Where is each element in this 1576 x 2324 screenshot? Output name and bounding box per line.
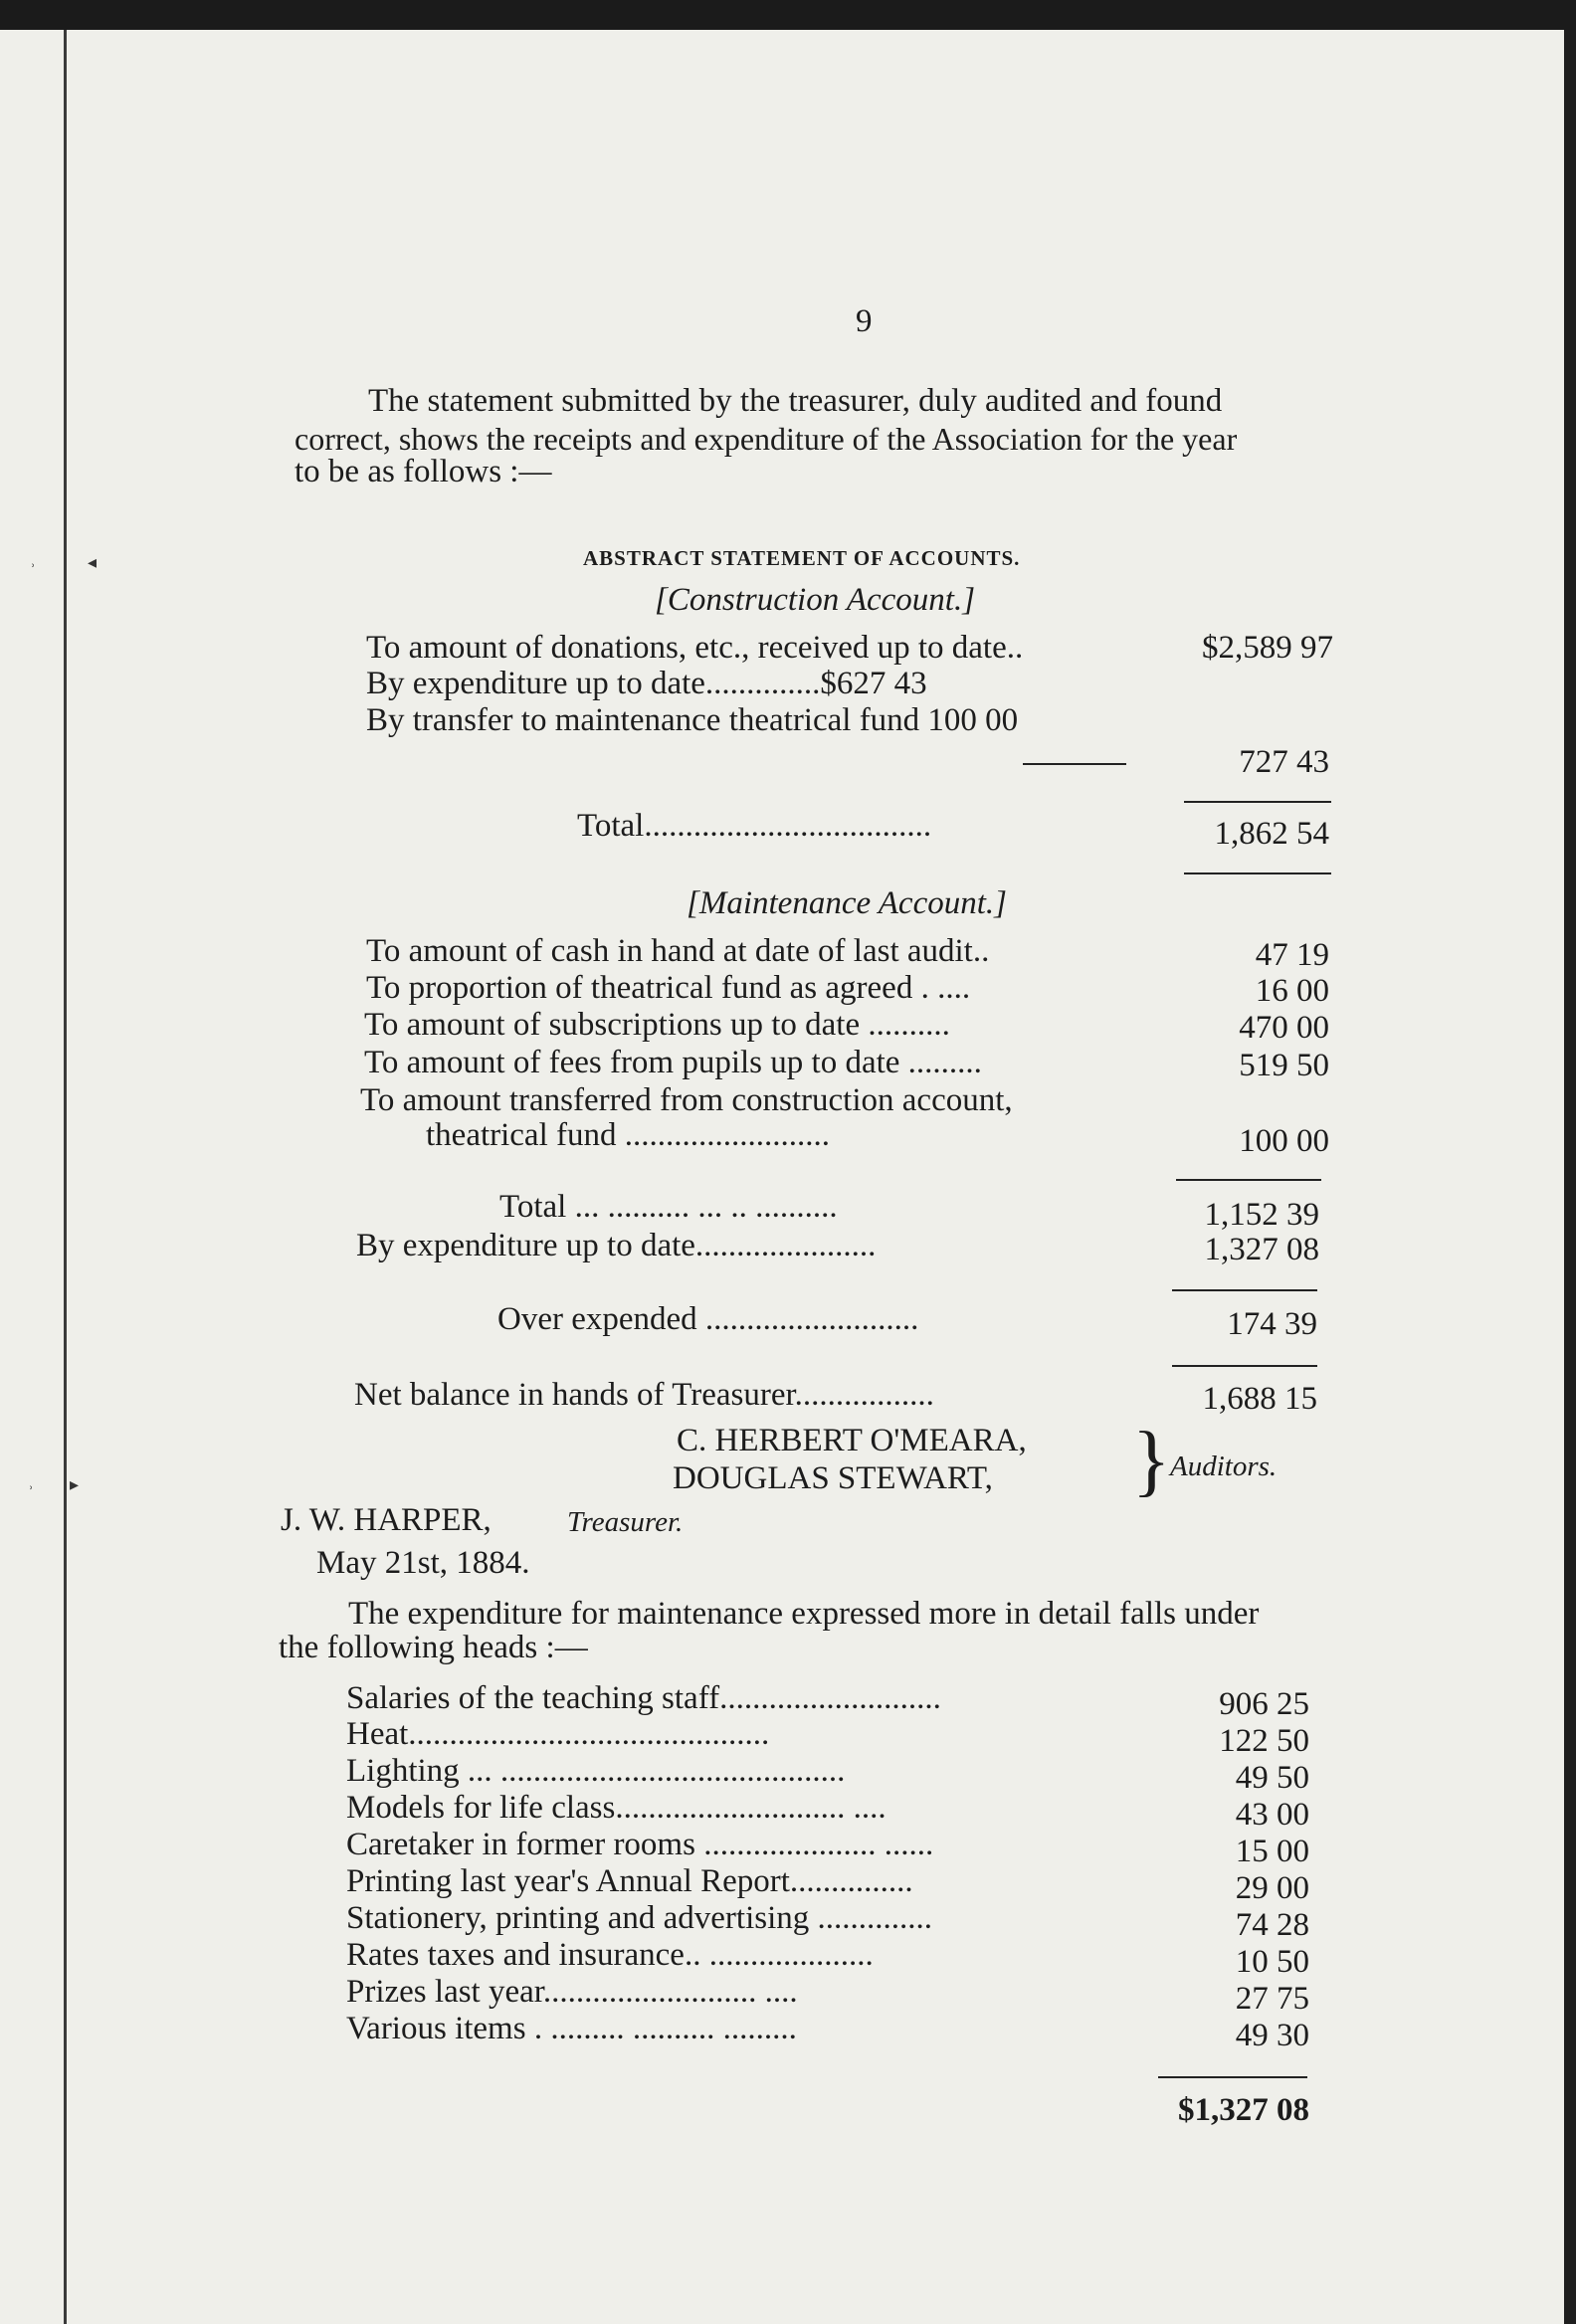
detail-row-label: Rates taxes and insurance.. .................... [346,1937,874,1973]
total-double-rule [1184,872,1331,874]
detail-total: $1,327 08 [1178,2092,1309,2128]
intro-line: to be as follows :— [295,454,552,489]
detail-row-value: 122 50 [1219,1723,1309,1759]
maintenance-expenditure-value: 1,327 08 [1204,1232,1319,1267]
construction-total-value: 1,862 54 [1214,816,1329,852]
detail-row-label: Stationery, printing and advertising .............. [346,1900,933,1936]
maintenance-total-value: 1,152 39 [1204,1197,1319,1233]
auditors-brace: } [1132,1417,1171,1504]
maintenance-heading: [Maintenance Account.] [687,885,1007,921]
treasurer-name: J. W. HARPER, [281,1502,492,1538]
page-number: 9 [856,303,873,339]
scan-right-border [1564,30,1576,2324]
detail-row-value: 43 00 [1235,1797,1309,1833]
abstract-heading: ABSTRACT STATEMENT OF ACCOUNTS. [583,546,1021,570]
margin-mark: ˒ [30,552,36,572]
maintenance-transfer-label-cont: theatrical fund ......................... [426,1117,830,1153]
maintenance-total-label: Total ... .......... ... .. .......... [499,1189,838,1225]
detail-row-label: Caretaker in former rooms ..................... ...... [346,1827,934,1862]
maintenance-row-label: To amount of subscriptions up to date .......... [364,1007,950,1043]
treasurer-role: Treasurer. [567,1506,684,1538]
detail-row-value: 49 50 [1235,1760,1309,1796]
detail-row-value: 27 75 [1235,1981,1309,2017]
net-rule [1172,1365,1317,1367]
detail-intro-line: The expenditure for maintenance expressed more in detail falls under [348,1596,1260,1632]
detail-row-value: 10 50 [1235,1944,1309,1980]
maintenance-transfer-value: 100 00 [1239,1123,1329,1159]
auditors-role: Auditors. [1170,1451,1278,1482]
maintenance-expenditure-label: By expenditure up to date...................... [356,1228,877,1263]
total-rule [1184,801,1331,803]
detail-row-label: Printing last year's Annual Report............... [346,1863,913,1899]
auditor-name: DOUGLAS STEWART, [673,1460,993,1496]
intro-line: correct, shows the receipts and expenditure of the Association for the year [295,421,1238,457]
margin-mark: ▸ [70,1474,80,1494]
maintenance-row-value: 519 50 [1239,1048,1329,1083]
net-balance-value: 1,688 15 [1202,1381,1317,1417]
report-date: May 21st, 1884. [316,1545,530,1581]
detail-row-value: 29 00 [1235,1870,1309,1906]
maintenance-total-rule [1176,1179,1321,1181]
over-rule [1172,1289,1317,1291]
detail-row-label: Various items . ......... .......... ......... [346,2011,797,2046]
intro-line: The statement submitted by the treasurer, duly audited and found [368,383,1223,419]
detail-row-label: Salaries of the teaching staff........................... [346,1680,941,1716]
margin-mark: ˒ [28,1474,34,1494]
construction-transfer-label: By transfer to maintenance theatrical fund 100 00 [366,702,1019,738]
donations-value: $2,589 97 [1202,630,1333,666]
construction-total-label: Total................................... [577,808,932,844]
auditor-name: C. HERBERT O'MEARA, [677,1423,1027,1458]
maintenance-row-value: 16 00 [1255,973,1329,1009]
detail-row-label: Heat............................................ [346,1716,770,1752]
over-expended-value: 174 39 [1227,1306,1317,1342]
detail-row-value: 74 28 [1235,1907,1309,1943]
detail-row-value: 906 25 [1219,1686,1309,1722]
maintenance-row-label: To amount of cash in hand at date of last audit.. [366,933,990,969]
donations-label: To amount of donations, etc., received up to date.. [366,630,1024,666]
maintenance-row-label: To amount of fees from pupils up to date ......... [364,1045,982,1080]
subtotal-rule [1023,763,1126,765]
maintenance-row-value: 47 19 [1255,937,1329,973]
over-expended-label: Over expended .......................... [497,1301,919,1337]
construction-expenditure-label: By expenditure up to date..............$627 43 [366,666,927,701]
maintenance-row-label: To proportion of theatrical fund as agreed . .... [366,970,971,1006]
detail-row-value: 49 30 [1235,2018,1309,2053]
detail-total-rule [1158,2076,1307,2078]
maintenance-transfer-label: To amount transferred from construction account, [360,1082,1013,1118]
maintenance-row-value: 470 00 [1239,1010,1329,1046]
detail-intro-line: the following heads :— [279,1630,588,1665]
margin-mark: ◂ [88,552,98,572]
construction-subtotal: 727 43 [1239,744,1329,780]
page-spine-line [64,30,67,2324]
detail-row-label: Models for life class............................ .... [346,1790,886,1826]
detail-row-label: Prizes last year.......................... .... [346,1974,798,2010]
net-balance-label: Net balance in hands of Treasurer................. [354,1377,934,1413]
detail-row-label: Lighting ... .......................................... [346,1753,846,1789]
construction-heading: [Construction Account.] [655,582,976,618]
detail-row-value: 15 00 [1235,1834,1309,1869]
scan-top-border [0,0,1576,32]
